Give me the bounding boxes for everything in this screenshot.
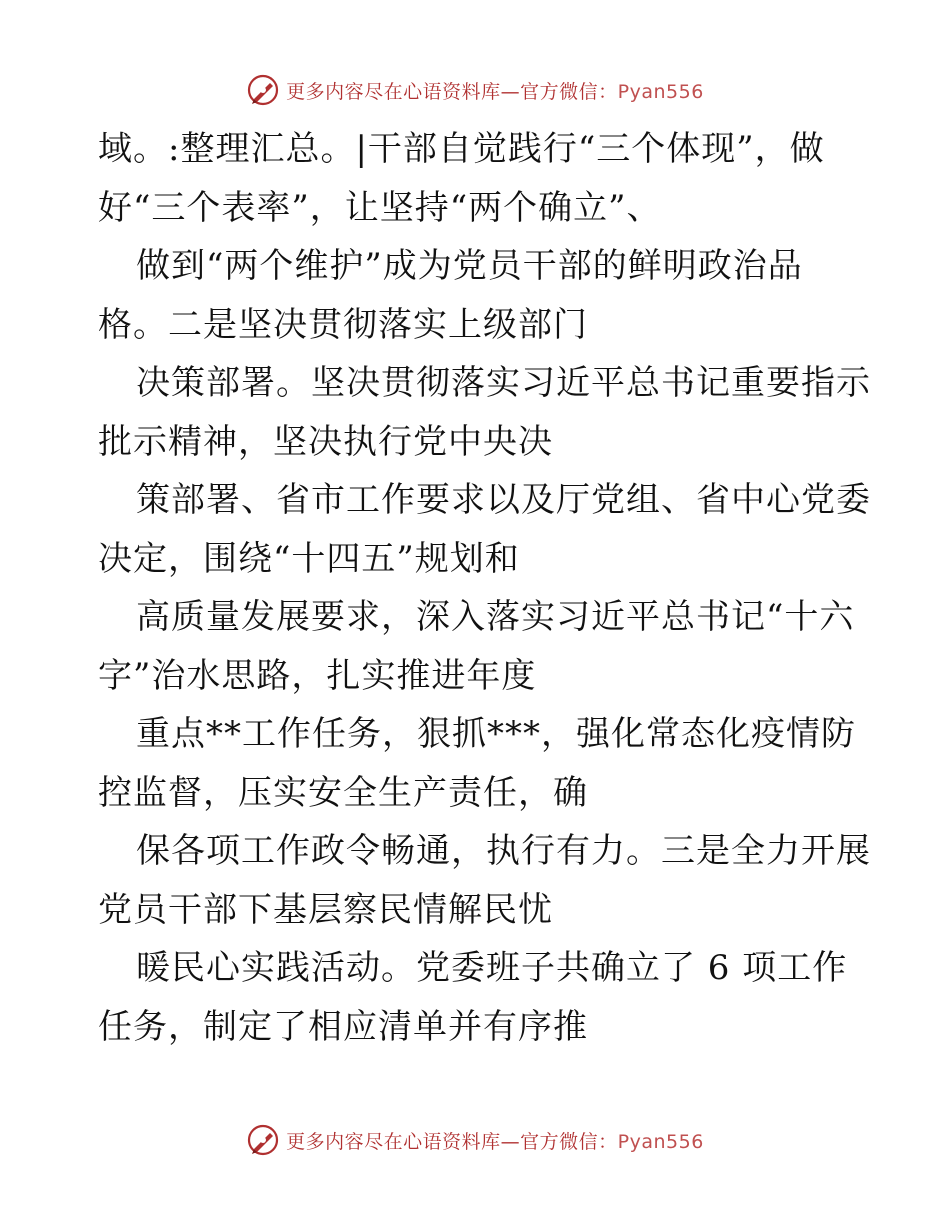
text-line: 决策部署。坚决贯彻落实习近平总书记重要指示 bbox=[136, 363, 871, 403]
text-line: 党员干部下基层察民情解民忧 bbox=[98, 889, 553, 930]
text-line: 任务，制定了相应清单并有序推 bbox=[98, 1006, 588, 1047]
header-watermark bbox=[0, 70, 950, 110]
text-line: 高质量发展要求，深入落实习近平总书记“十六 bbox=[136, 597, 855, 637]
text-line: 格。二是坚决贯彻落实上级部门 bbox=[98, 304, 588, 345]
pen-logo-icon bbox=[246, 73, 280, 107]
wechat-id: Pyan556 bbox=[617, 1130, 704, 1153]
watermark-text: 更多内容尽在心语资料库—官方微信：Pyan556 bbox=[286, 1130, 704, 1153]
text-line: 字”治水思路，扎实推进年度 bbox=[98, 655, 537, 696]
text-line: 域。:整理汇总。|干部自觉践行“三个体现”，做 bbox=[98, 129, 825, 169]
text-line: 决定，围绕“十四五”规划和 bbox=[98, 538, 520, 579]
wechat-id: Pyan556 bbox=[617, 80, 704, 103]
document-body bbox=[98, 120, 871, 1056]
pen-logo-icon bbox=[246, 1123, 280, 1157]
text-line: 重点**工作任务，狠抓***，强化常态化疫情防 bbox=[136, 714, 856, 754]
text-line: 暖民心实践活动。党委班子共确立了 6 项工作 bbox=[136, 948, 848, 988]
text-line: 做到“两个维护”成为党员干部的鲜明政治品 bbox=[136, 246, 803, 286]
text-line: 策部署、省市工作要求以及厅党组、省中心党委 bbox=[136, 480, 871, 520]
text-line: 保各项工作政令畅通，执行有力。三是全力开展 bbox=[136, 831, 871, 871]
text-line: 控监督，压实安全生产责任，确 bbox=[98, 772, 588, 813]
text-line: 好“三个表率”，让坚持“两个确立”、 bbox=[98, 187, 662, 228]
watermark-text: 更多内容尽在心语资料库—官方微信：Pyan556 bbox=[286, 80, 704, 103]
footer-watermark bbox=[0, 1120, 950, 1160]
text-line: 批示精神，坚决执行党中央决 bbox=[98, 421, 553, 462]
